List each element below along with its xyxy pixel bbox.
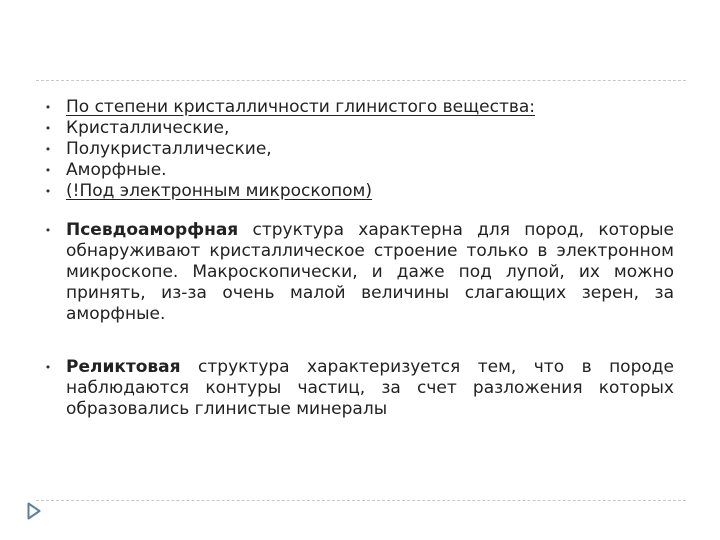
bullet-marker: • <box>44 361 52 374</box>
definition-text: структура характерна для пород, которые обнаруживают кристаллическое строение только в электронном микроскопе. Макроскопически, и даже под лупой, их можно принять, из-за очень малой величины слагающих зерен, за аморфные. <box>66 220 674 324</box>
list-item-text: Аморфные. <box>66 160 167 180</box>
term-relict: Реликтовая <box>66 357 181 377</box>
bullet-marker: • <box>44 164 52 177</box>
bullet-list <box>42 97 674 420</box>
definition-paragraph <box>42 220 674 325</box>
definition-text: структура характеризуется тем, что в породе наблюдаются контуры частиц, за счет разложения которых образовались глинистые минералы <box>66 357 674 419</box>
bullet-marker: • <box>44 224 52 237</box>
list-item <box>42 181 674 202</box>
bullet-marker: • <box>44 122 52 135</box>
list-item-text: Кристаллические, <box>66 118 230 138</box>
list-item <box>42 160 674 181</box>
list-item-text: Полукристаллические, <box>66 139 272 159</box>
list-item <box>42 118 674 139</box>
bottom-divider <box>36 500 686 501</box>
bullet-marker: • <box>44 185 52 198</box>
list-item <box>42 97 674 118</box>
definition-paragraph <box>42 357 674 420</box>
slide-content <box>42 97 674 420</box>
bullet-marker: • <box>44 101 52 114</box>
term-pseudoamorphous: Псевдоаморфная <box>66 220 239 240</box>
bullet-marker: • <box>44 143 52 156</box>
list-item-text: (!Под электронным микроскопом) <box>66 181 373 201</box>
top-divider <box>36 80 686 81</box>
triangle-right-outline-icon[interactable] <box>27 502 41 520</box>
list-item <box>42 139 674 160</box>
list-item-text: По степени кристалличности глинистого вещества: <box>66 97 536 117</box>
